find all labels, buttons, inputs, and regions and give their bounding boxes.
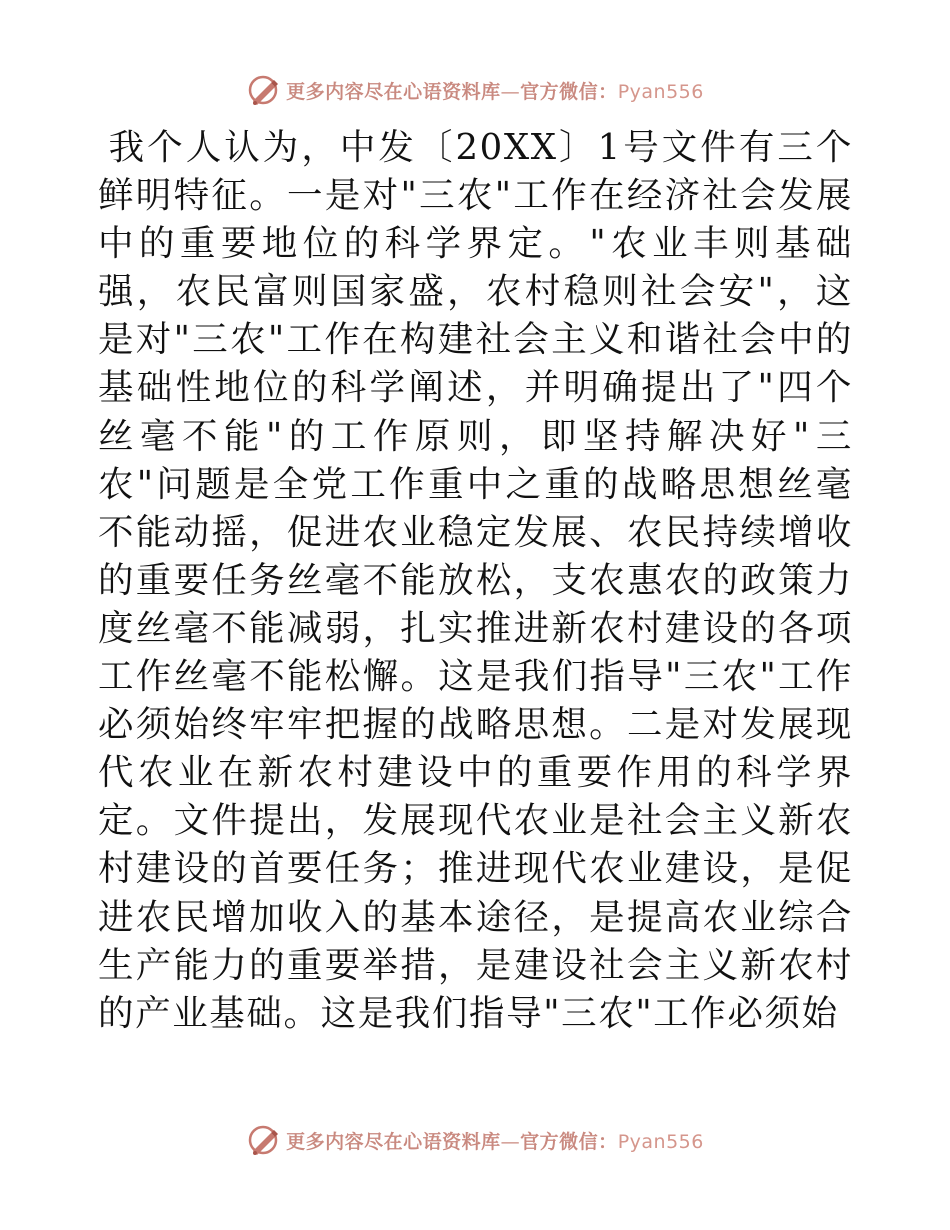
watermark-text (286, 1127, 704, 1154)
pen-in-circle-icon (246, 1123, 280, 1157)
watermark-account-id: Pyan556 (617, 1130, 704, 1153)
watermark-separator: — (500, 1130, 521, 1153)
watermark-text (286, 77, 704, 104)
watermark-account-label: 官方微信： (520, 1130, 618, 1153)
pen-in-circle-icon (246, 73, 280, 107)
body-paragraph: 我个人认为，中发〔20XX〕1号文件有三个鲜明特征。一是对"三农"工作在经济社会发展中的重要地位的科学界定。"农业丰则基础强，农民富则国家盛，农村稳则社会安"，这是对"三农"工作在构建社会主义和谐社会中的基础性地位的科学阐述，并明确提出了"四个丝毫不能"的工作原则，即坚持解决好"三农"问题是全党工作重中之重的战略思想丝毫不能动摇，促进农业稳定发展、农民持续增收的重要任务丝毫不能放松，支农惠农的政策力度丝毫不能减弱，扎实推进新农村建设的各项工作丝毫不能松懈。这是我们指导"三农"工作必须始终牢牢把握的战略思想。二是对发展现代农业在新农村建设中的重要作用的科学界定。文件提出，发展现代农业是社会主义新农村建设的首要任务；推进现代农业建设，是促进农民增加收入的基本途径，是提高农业综合生产能力的重要举措，是建设社会主义新农村的产业基础。这是我们指导"三农"工作必须始 (98, 127, 853, 1034)
watermark-separator: — (500, 80, 521, 103)
footer-watermark (0, 1120, 950, 1160)
watermark-account-id: Pyan556 (617, 80, 704, 103)
watermark-main-text: 更多内容尽在心语资料库 (286, 1130, 501, 1153)
watermark-account-label: 官方微信： (520, 80, 618, 103)
header-watermark (0, 70, 950, 110)
watermark-main-text: 更多内容尽在心语资料库 (286, 80, 501, 103)
